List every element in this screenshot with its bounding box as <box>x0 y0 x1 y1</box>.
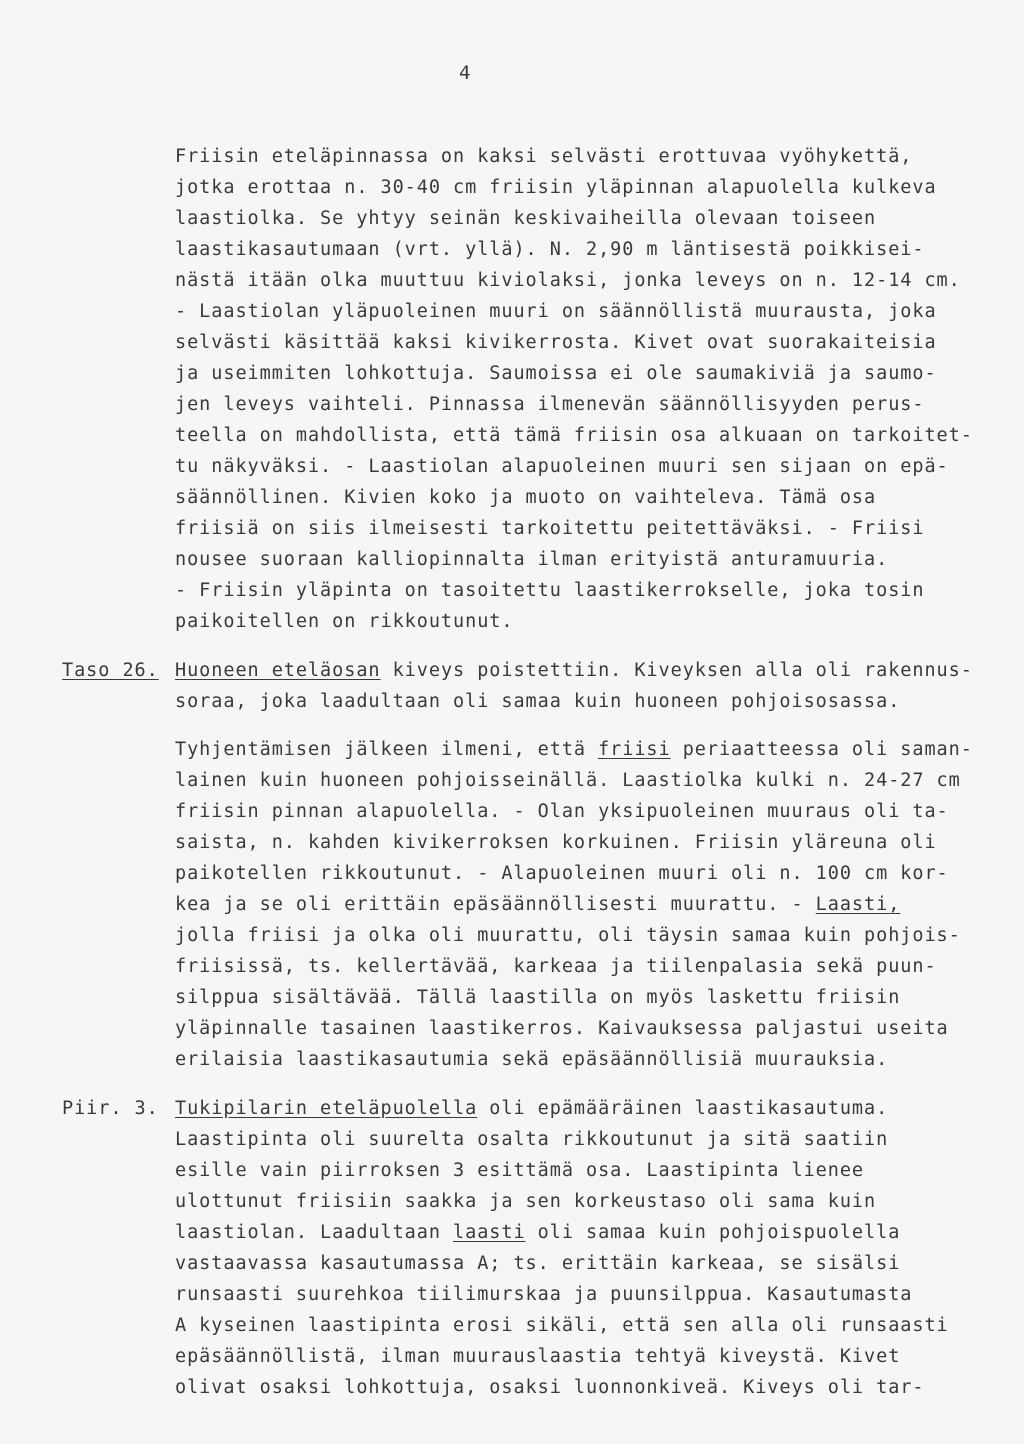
text-line: Friisin eteläpinnassa on kaksi selvästi erottuvaa vyöhykettä, <box>175 146 913 167</box>
margin-label-piir: Piir. 3. <box>62 1098 159 1119</box>
text-line: tu näkyväksi. - Laastiolan alapuoleinen muuri sen sijaan on epä- <box>175 456 949 477</box>
text-line: Laastipinta oli suurelta osalta rikkoutunut ja sitä saatiin <box>175 1129 889 1150</box>
underlined-term: Laasti, <box>815 894 901 915</box>
text-span: Tyhjentämisen jälkeen ilmeni, että <box>175 739 599 760</box>
text-line: teella on mahdollista, että tämä friisin osa alkuaan on tarkoitet- <box>175 425 973 446</box>
text-line <box>175 662 973 681</box>
text-line: esille vain piirroksen 3 esittämä osa. Laastipinta lienee <box>175 1160 865 1181</box>
text-line: selvästi käsittää kaksi kivikerrosta. Kivet ovat suorakaiteisia <box>175 332 937 353</box>
text-line: laastiolka. Se yhtyy seinän keskivaiheilla olevaan toiseen <box>175 208 877 229</box>
text-line <box>175 1100 888 1119</box>
text-span: periaatteessa oli saman- <box>670 739 973 760</box>
text-line <box>175 741 973 760</box>
text-line: friisiä on siis ilmeisesti tarkoitettu peitettäväksi. - Friisi <box>175 518 925 539</box>
text-line: vastaavassa kasautumassa A; ts. erittäin karkeaa, se sisälsi <box>175 1253 901 1274</box>
text-line: nästä itään olka muuttuu kiviolaksi, jonka leveys on n. 12-14 cm. <box>175 270 961 291</box>
text-line: A kyseinen laastipinta erosi sikäli, että sen alla oli runsaasti <box>175 1315 949 1336</box>
text-line: epäsäännöllistä, ilman muurauslaastia tehtyä kiveystä. Kivet <box>175 1346 901 1367</box>
text-line: erilaisia laastikasautumia sekä epäsäännöllisiä muurauksia. <box>175 1049 889 1070</box>
text-line: paikoitellen on rikkoutunut. <box>175 611 514 632</box>
underlined-term: friisi <box>598 739 671 760</box>
underlined-term: laasti <box>453 1222 526 1243</box>
text-line: ja useimmiten lohkottuja. Saumoissa ei ole saumakiviä ja saumo- <box>175 363 937 384</box>
text-line <box>175 896 900 915</box>
text-line: yläpinnalle tasainen laastikerros. Kaivauksessa paljastui useita <box>175 1018 949 1039</box>
text-line: laastikasautumaan (vrt. yllä). N. 2,90 m läntisestä poikkisei- <box>175 239 925 260</box>
margin-label-taso: Taso 26. <box>62 660 159 681</box>
text-line: nousee suoraan kalliopinnalta ilman erityistä anturamuuria. <box>175 549 889 570</box>
underlined-term: Huoneen eteläosan <box>175 660 381 681</box>
text-line: jolla friisi ja olka oli muurattu, oli täysin samaa kuin pohjois- <box>175 925 961 946</box>
page-number: 4 <box>459 62 471 84</box>
text-span: oli samaa kuin pohjoispuolella <box>525 1222 901 1243</box>
text-line <box>175 1224 900 1243</box>
text-line: ulottunut friisiin saakka ja sen korkeustaso oli sama kuin <box>175 1191 877 1212</box>
text-line: soraa, joka laadultaan oli samaa kuin huoneen pohjoisosassa. <box>175 691 901 712</box>
text-line: silppua sisältävää. Tällä laastilla on myös laskettu friisin <box>175 987 901 1008</box>
text-span: kea ja se oli erittäin epäsäännöllisesti muurattu. - <box>175 894 816 915</box>
underlined-term: Tukipilarin eteläpuolella <box>175 1098 478 1119</box>
text-line: friisissä, ts. kellertävää, karkeaa ja tiilenpalasia sekä puun- <box>175 956 937 977</box>
text-line: lainen kuin huoneen pohjoisseinällä. Laastiolka kulki n. 24-27 cm <box>175 770 961 791</box>
text-span: oli epämääräinen laastikasautuma. <box>477 1098 889 1119</box>
text-line: runsaasti suurehkoa tiilimurskaa ja puunsilppua. Kasautumasta <box>175 1284 913 1305</box>
text-line: saista, n. kahden kivikerroksen korkuinen. Friisin yläreuna oli <box>175 832 937 853</box>
text-line: olivat osaksi lohkottuja, osaksi luonnonkiveä. Kiveys oli tar- <box>175 1377 925 1398</box>
text-line: - Friisin yläpinta on tasoitettu laastikerrokselle, joka tosin <box>175 580 925 601</box>
text-line: paikotellen rikkoutunut. - Alapuoleinen muuri oli n. 100 cm kor- <box>175 863 949 884</box>
text-line: - Laastiolan yläpuoleinen muuri on säännöllistä muurausta, joka <box>175 301 937 322</box>
text-line: jotka erottaa n. 30-40 cm friisin yläpinnan alapuolella kulkeva <box>175 177 937 198</box>
text-line: friisin pinnan alapuolella. - Olan yksipuoleinen muuraus oli ta- <box>175 801 949 822</box>
text-span: kiveys poistettiin. Kiveyksen alla oli rakennus- <box>380 660 973 681</box>
text-line: jen leveys vaihteli. Pinnassa ilmenevän säännöllisyyden perus- <box>175 394 925 415</box>
text-span: laastiolan. Laadultaan <box>175 1222 454 1243</box>
text-line: säännöllinen. Kivien koko ja muoto on vaihteleva. Tämä osa <box>175 487 877 508</box>
